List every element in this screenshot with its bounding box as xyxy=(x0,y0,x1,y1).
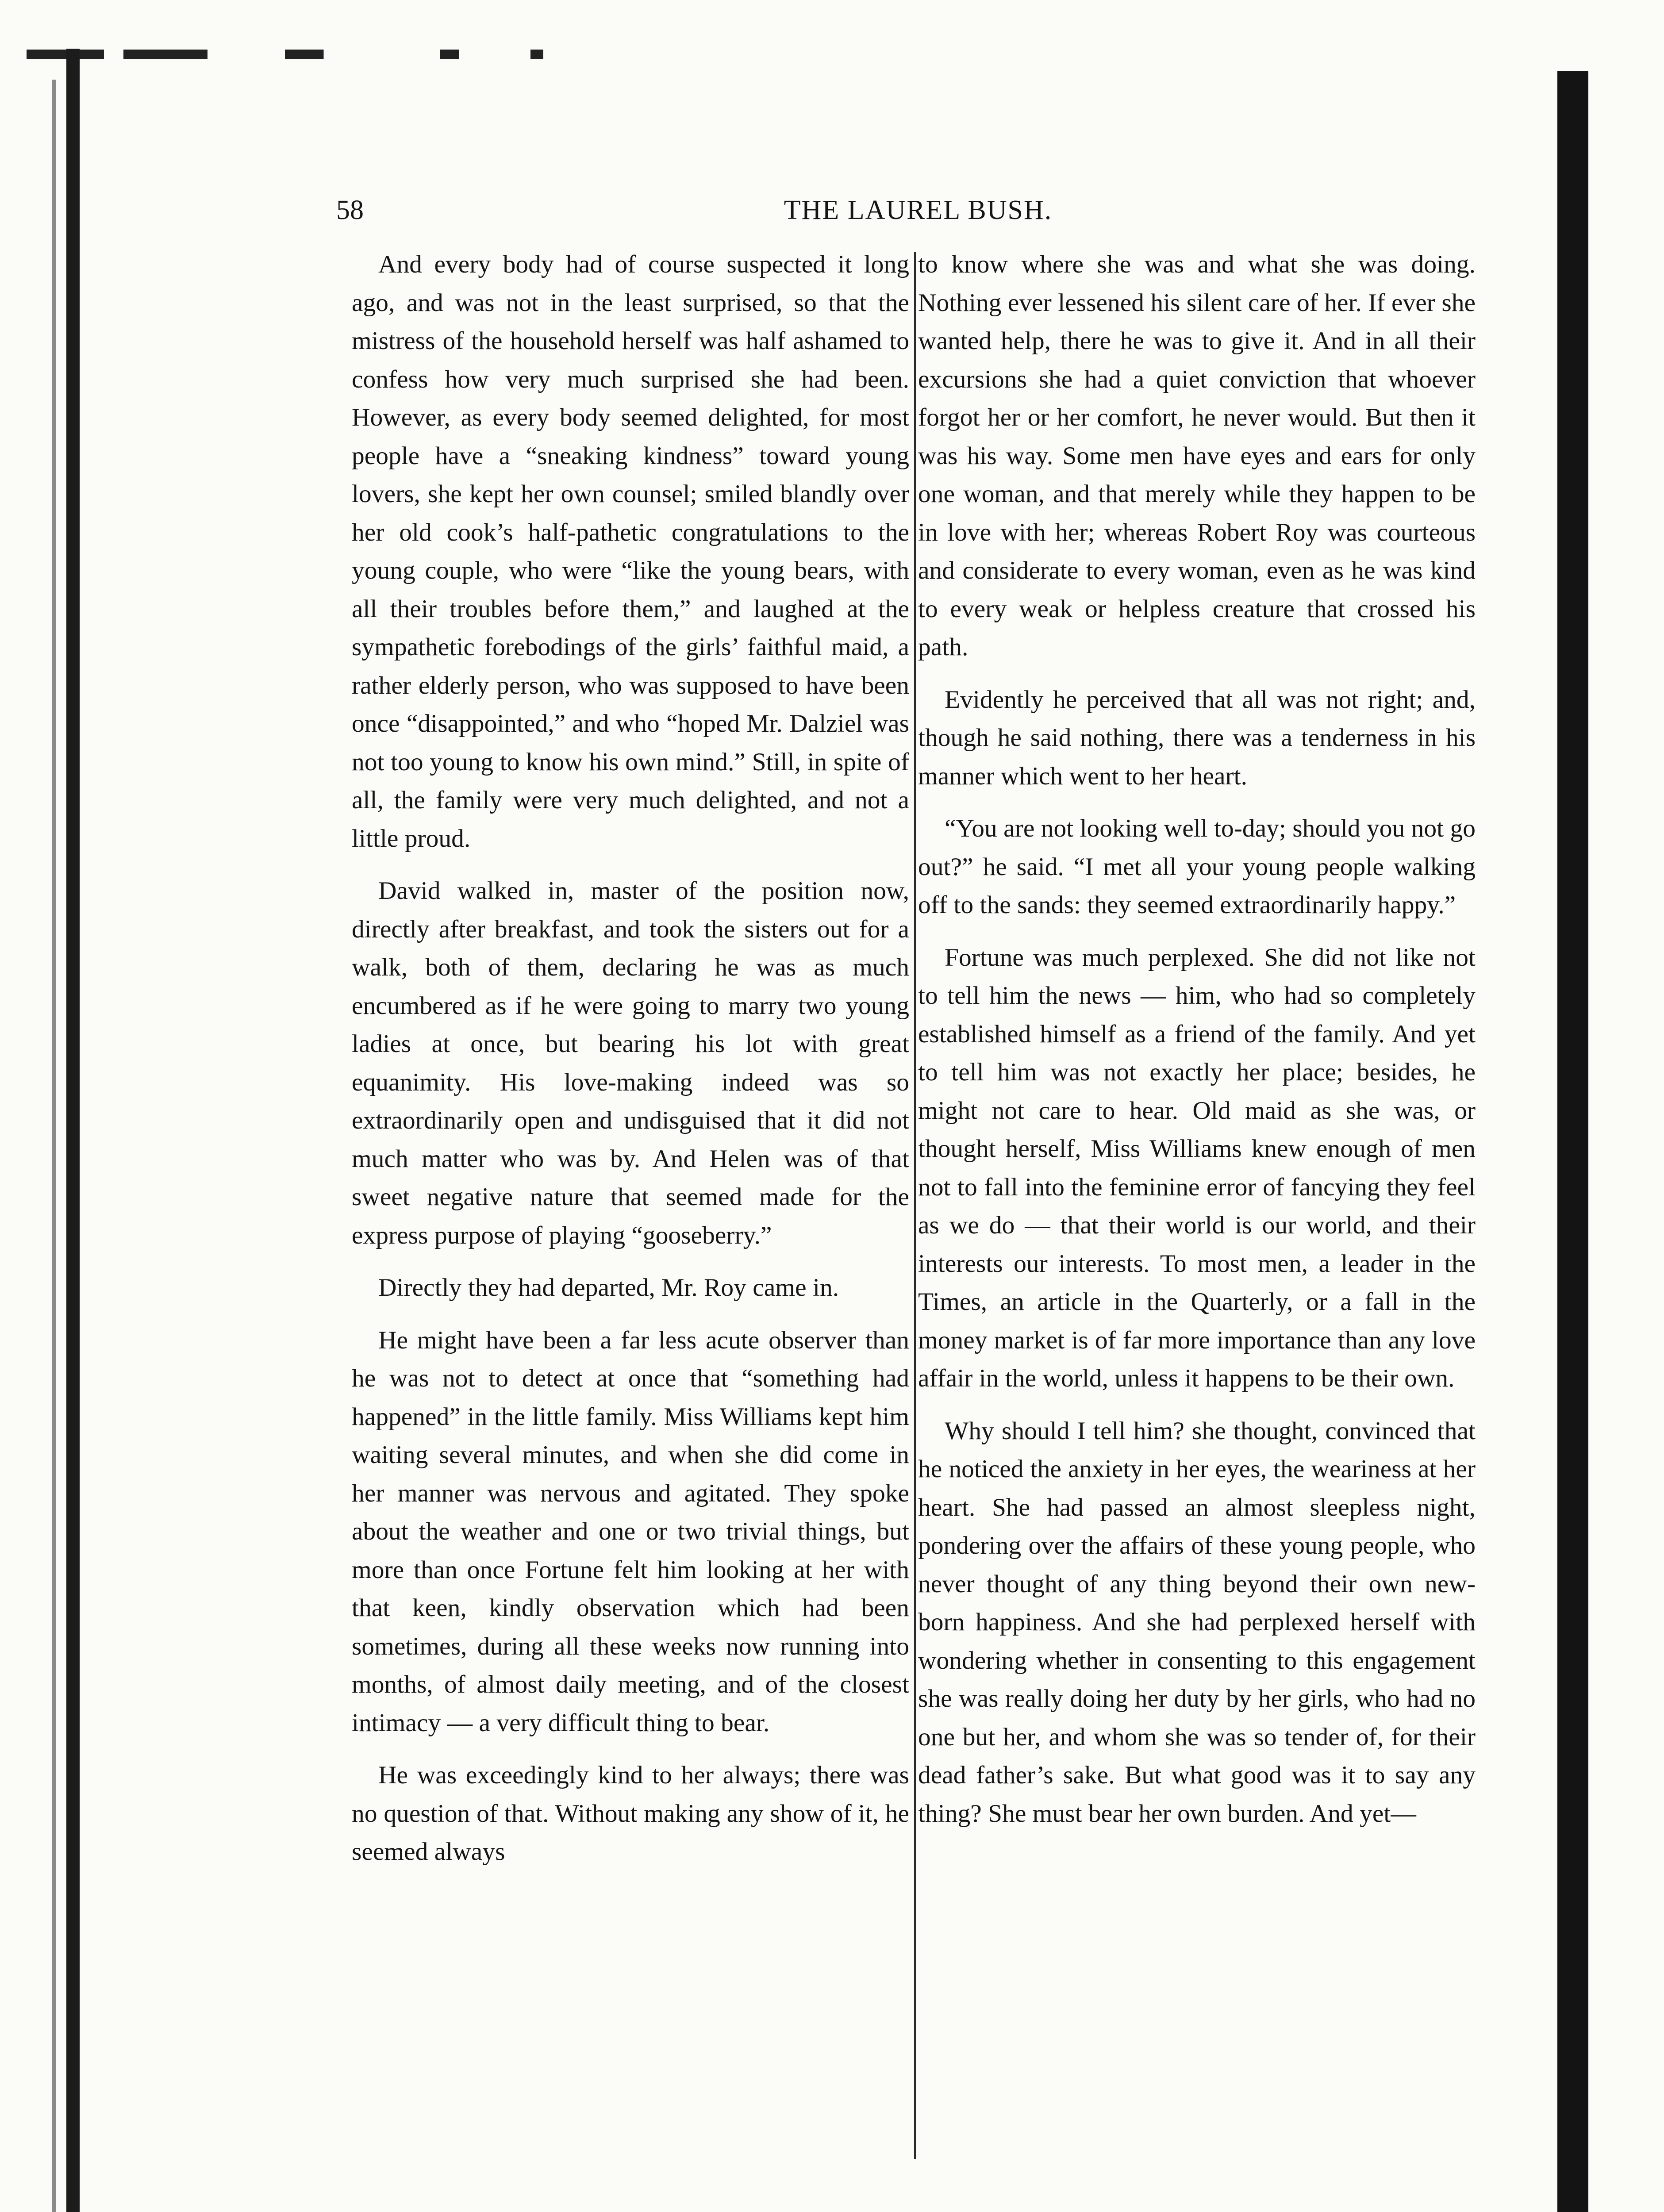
paragraph-continued: to know where she was and what she was doing. Nothing ever lessened his silent care of her. If ever she wanted help, there he was to give it. And in all their excursions she had a quiet conviction that whoever forgot her or her comfort, he never would. But then it was his way. Some men have eyes and ears for only one woman, and that merely while they happen to be in love with her; whereas Robert Roy was courteous and considerate to every woman, even as he was kind to every weak or helpless creature that crossed his path. xyxy=(918,250,1476,661)
paragraph: Fortune was much perplexed. She did not like not to tell him the news — him, who had so completely established himself as a friend of the family. And yet to tell him was not exactly her place; besides, he might not care to hear. Old maid as she was, or thought herself, Miss Williams knew enough of men not to fall into the feminine error of fancying they feel as we do — that their world is our world, and their interests our interests. To most men, a leader in the Times, an article in the Quarterly, or a fall in the money market is of far more importance than any love affair in the world, unless it happens to be their own. xyxy=(918,943,1476,1392)
paragraph: Directly they had departed, Mr. Roy came in. xyxy=(378,1274,839,1302)
paragraph: He might have been a far less acute observer than he was not to detect at once that “something had happened” in the little family. Miss Williams kept him waiting several minutes, and when she did come in her manner was nervous and agitated. They spoke about the weather and one or two trivial things, but more than once Fortune felt him looking at her with that keen, kindly observation which had been sometimes, during all these weeks now running into months, of almost daily meeting, and of the closest intimacy — a very difficult thing to bear. xyxy=(352,1326,909,1737)
paragraph: He was exceedingly kind to her always; there was no question of that. Without making any show of it, he seemed always xyxy=(352,1761,909,1866)
page-header xyxy=(336,195,1500,234)
scan-edge-right xyxy=(1557,71,1588,2212)
right-column xyxy=(918,246,1476,1833)
scan-edge-left xyxy=(66,49,80,2212)
column-divider xyxy=(914,252,916,2159)
scan-edge-left-thin xyxy=(52,80,56,2212)
scan-edge-top xyxy=(27,50,673,59)
paragraph: “You are not looking well to-day; should you not go out?” he said. “I met all your young people walking off to the sands: they seemed extraordinarily happy.” xyxy=(918,814,1476,919)
paragraph: Why should I tell him? she thought, convinced that he noticed the anxiety in her eyes, the weariness at her heart. She had passed an almost sleepless night, pondering over the affairs of these young people, who never thought of any thing beyond their own new-born happiness. And she had perplexed herself with wondering whether in consenting to this engagement she was really doing her duty by her girls, who had no one but her, and whom she was so tender of, for their dead father’s sake. But what good was it to say any thing? She must bear her own burden. And yet— xyxy=(918,1417,1476,1828)
left-column xyxy=(352,246,909,1871)
paragraph: Evidently he perceived that all was not right; and, though he said nothing, there was a tenderness in his manner which went to her heart. xyxy=(918,685,1476,790)
paragraph: David walked in, master of the position now, directly after breakfast, and took the sisters out for a walk, both of them, declaring he was as much encumbered as if he were going to marry two young ladies at once, but bearing his lot with great equanimity. His love-making indeed was so extraordinarily open and undisguised that it did not much matter who was by. And Helen was of that sweet negative nature that seemed made for the express purpose of playing “gooseberry.” xyxy=(352,877,909,1249)
running-title: THE LAUREL BUSH. xyxy=(784,195,1053,225)
paragraph: And every body had of course suspected it long ago, and was not in the least surprised, so that the mistress of the household herself was half ashamed to confess how very much surprised she had been. However, as every body seemed delighted, for most people have a “sneaking kindness” toward young lovers, she kept her own counsel; smiled blandly over her old cook’s half-pathetic congratulations to the young couple, who were “like the young bears, with all their troubles before them,” and laughed at the sympathetic forebodings of the girls’ faithful maid, a rather elderly person, who was supposed to have been once “disappointed,” and who “hoped Mr. Dalziel was not too young to know his own mind.” Still, in spite of all, the family were very much delighted, and not a little proud. xyxy=(352,250,909,853)
page-number: 58 xyxy=(336,195,364,225)
